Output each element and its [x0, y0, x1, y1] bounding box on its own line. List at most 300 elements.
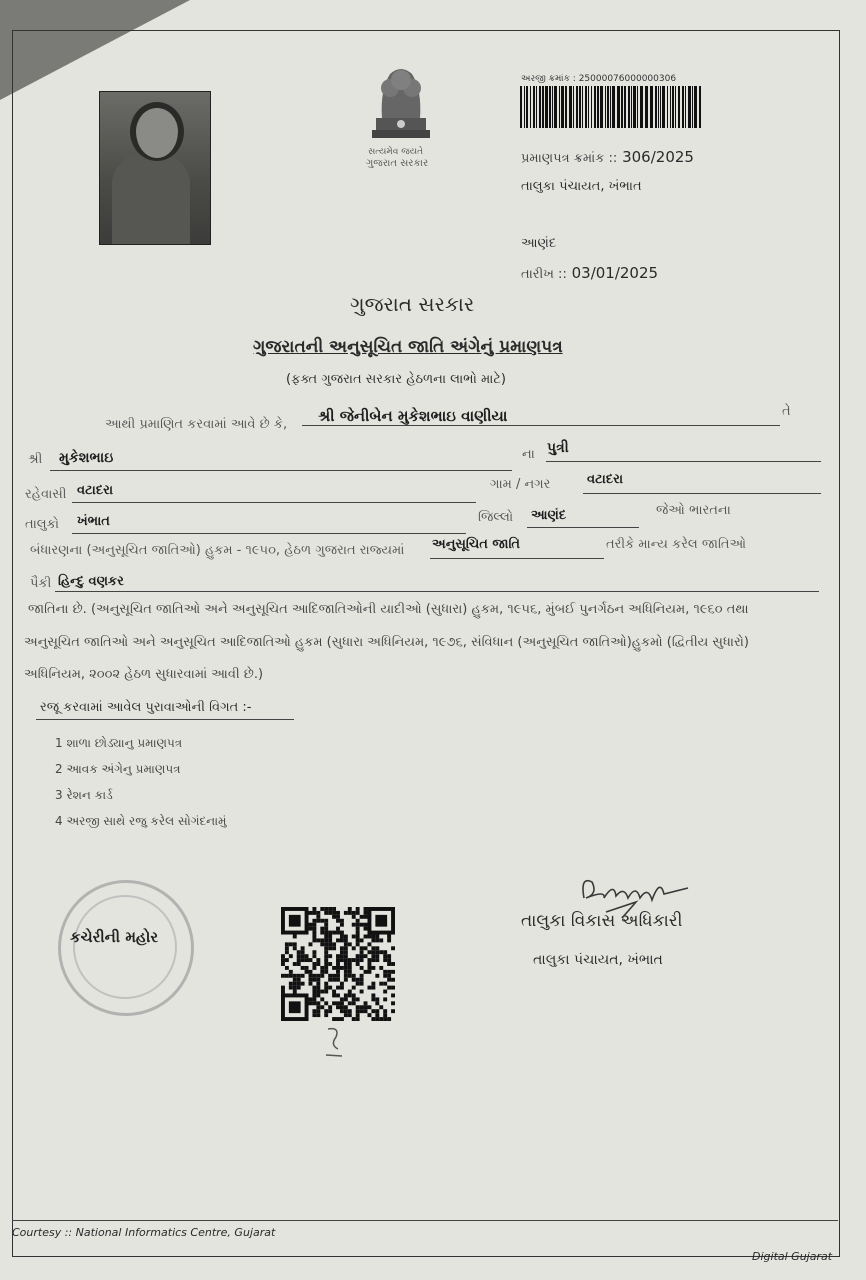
- qr-module: [312, 938, 316, 942]
- qr-module: [332, 931, 336, 935]
- qr-module: [293, 935, 297, 939]
- qr-module: [320, 942, 324, 946]
- qr-module: [344, 942, 348, 946]
- qr-module: [316, 982, 320, 986]
- qr-finder-core: [289, 1001, 301, 1013]
- barcode: [520, 86, 704, 128]
- qr-module: [316, 1009, 320, 1013]
- barcode-bar: [631, 86, 632, 128]
- barcode-bar: [524, 86, 525, 128]
- qr-module: [305, 966, 309, 970]
- qr-module: [356, 942, 360, 946]
- district-header: આણંદ: [521, 236, 557, 251]
- barcode-bar: [699, 86, 701, 128]
- qr-module: [281, 962, 285, 966]
- barcode-bar: [675, 86, 676, 128]
- barcode-bar: [658, 86, 659, 128]
- qr-module: [312, 950, 316, 954]
- barcode-bar: [645, 86, 648, 128]
- qr-module: [336, 1017, 340, 1021]
- qr-module: [324, 982, 328, 986]
- qr-module: [324, 970, 328, 974]
- qr-module: [328, 911, 332, 915]
- qr-module: [360, 938, 364, 942]
- district-label: જિલ્લો: [478, 510, 514, 525]
- qr-module: [332, 942, 336, 946]
- qr-module: [364, 927, 368, 931]
- qr-module: [324, 907, 328, 911]
- signatory-title: તાલુકા વિકાસ અધિકારી: [521, 911, 683, 931]
- qr-module: [391, 1001, 395, 1005]
- qr-module: [340, 919, 344, 923]
- qr-module: [324, 958, 328, 962]
- qr-module: [332, 966, 336, 970]
- village-line: [583, 493, 821, 494]
- qr-module: [371, 993, 375, 997]
- qr-module: [328, 962, 332, 966]
- qr-module: [348, 974, 352, 978]
- qr-module: [336, 986, 340, 990]
- qr-module: [371, 946, 375, 950]
- document-item: 3 રેશન કાર્ડ: [55, 788, 113, 802]
- qr-module: [312, 911, 316, 915]
- qr-module: [312, 919, 316, 923]
- qr-module: [371, 958, 375, 962]
- qr-module: [312, 931, 316, 935]
- qr-module: [391, 986, 395, 990]
- qr-module: [312, 954, 316, 958]
- qr-module: [332, 974, 336, 978]
- barcode-bar: [569, 86, 572, 128]
- residence-line: [72, 502, 476, 503]
- qr-module: [344, 950, 348, 954]
- qr-module: [312, 935, 316, 939]
- qr-module: [367, 935, 371, 939]
- qr-module: [356, 927, 360, 931]
- qr-module: [297, 954, 301, 958]
- barcode-bar: [530, 86, 531, 128]
- qr-module: [340, 923, 344, 927]
- qr-finder-core: [375, 915, 387, 927]
- qr-module: [364, 911, 368, 915]
- barcode-bar: [597, 86, 599, 128]
- document-item: 1 શાળા છોડ્યાનુ પ્રમાણપત્ર: [55, 736, 183, 750]
- qr-module: [332, 1017, 336, 1021]
- barcode-bar: [672, 86, 674, 128]
- signatory-office: તાલુકા પંચાયત, ખંભાત: [533, 952, 663, 968]
- qr-module: [340, 982, 344, 986]
- qr-module: [320, 1005, 324, 1009]
- certificate-number-label: પ્રમાણપત્ર ક્રમાંક ::: [521, 151, 618, 166]
- barcode-bar: [561, 86, 564, 128]
- qr-module: [336, 938, 340, 942]
- qr-module: [352, 958, 356, 962]
- qr-module: [281, 990, 285, 994]
- qr-module: [344, 1013, 348, 1017]
- qr-module: [336, 978, 340, 982]
- barcode-bar: [678, 86, 680, 128]
- na-label: ના: [522, 447, 535, 462]
- qr-module: [332, 990, 336, 994]
- qr-module: [285, 946, 289, 950]
- qr-module: [340, 931, 344, 935]
- barcode-bar: [605, 86, 606, 128]
- certificate-number-value: 306/2025: [622, 148, 694, 166]
- qr-module: [324, 919, 328, 923]
- qr-module: [309, 978, 313, 982]
- qr-module: [356, 954, 360, 958]
- qr-module: [293, 942, 297, 946]
- document-item: 2 આવક અંગેનુ પ્રમાણપત્ર: [55, 762, 181, 776]
- document-item: 4 અરજી સાથે રજુ કરેલ સોગંદનામું: [55, 814, 227, 828]
- qr-module: [332, 946, 336, 950]
- courtesy-text: Courtesy :: National Informatics Centre, Gujarat: [12, 1226, 276, 1239]
- qr-module: [348, 911, 352, 915]
- barcode-bar: [585, 86, 587, 128]
- barcode-bar: [650, 86, 653, 128]
- qr-module: [364, 954, 368, 958]
- qr-module: [305, 958, 309, 962]
- qr-module: [320, 990, 324, 994]
- barcode-bar: [520, 86, 522, 128]
- qr-module: [332, 915, 336, 919]
- barcode-bar: [640, 86, 643, 128]
- qr-module: [344, 978, 348, 982]
- qr-module: [356, 907, 360, 911]
- qr-module: [320, 931, 324, 935]
- qr-module: [364, 946, 368, 950]
- barcode-bar: [667, 86, 668, 128]
- qr-module: [293, 982, 297, 986]
- qr-module: [328, 946, 332, 950]
- qr-module: [375, 946, 379, 950]
- issuing-office: તાલુકા પંચાયત, ખંભાત: [521, 179, 642, 194]
- qr-module: [336, 931, 340, 935]
- qr-module: [324, 962, 328, 966]
- qr-module: [356, 935, 360, 939]
- documents-heading-line: [36, 719, 294, 720]
- qr-module: [391, 970, 395, 974]
- qr-module: [320, 907, 324, 911]
- qr-module: [387, 978, 391, 982]
- qr-module: [312, 923, 316, 927]
- qr-module: [328, 938, 332, 942]
- bharat-text: જેઓ ભારતના: [656, 503, 731, 518]
- qr-module: [332, 907, 336, 911]
- qr-module: [324, 1009, 328, 1013]
- order-text: બંધારણના (અનુસૂચિત જાતિઓ) હુકમ - ૧૯૫૦, હેઠળ ગુજરાત રાજ્યમાં: [30, 543, 405, 558]
- taluka-line: [72, 533, 466, 534]
- qr-module: [352, 911, 356, 915]
- qr-module: [320, 974, 324, 978]
- village: વટાદરા: [587, 472, 624, 487]
- qr-module: [352, 1017, 356, 1021]
- qr-module: [387, 954, 391, 958]
- qr-module: [316, 1013, 320, 1017]
- qr-module: [305, 970, 309, 974]
- qr-module: [328, 978, 332, 982]
- qr-module: [371, 997, 375, 1001]
- qr-module: [391, 993, 395, 997]
- qr-module: [344, 911, 348, 915]
- qr-module: [297, 978, 301, 982]
- barcode-bar: [554, 86, 557, 128]
- qr-module: [316, 938, 320, 942]
- qr-module: [356, 911, 360, 915]
- qr-module: [316, 990, 320, 994]
- qr-module: [348, 1009, 352, 1013]
- qr-module: [336, 966, 340, 970]
- qr-module: [340, 986, 344, 990]
- qr-module: [356, 923, 360, 927]
- qr-module: [344, 970, 348, 974]
- issue-date-value: 03/01/2025: [571, 264, 659, 282]
- taluka-label: તાલુકો: [25, 517, 60, 532]
- barcode-bar: [600, 86, 603, 128]
- barcode-bar: [549, 86, 551, 128]
- barcode-bar: [542, 86, 544, 128]
- qr-module: [281, 954, 285, 958]
- qr-module: [375, 935, 379, 939]
- qr-module: [285, 950, 289, 954]
- qr-module: [360, 1009, 364, 1013]
- qr-module: [328, 942, 332, 946]
- govt-heading: ગુજરાત સરકાર: [350, 292, 475, 316]
- qr-module: [340, 935, 344, 939]
- qr-module: [383, 974, 387, 978]
- barcode-bar: [660, 86, 661, 128]
- qr-module: [340, 1001, 344, 1005]
- qr-module: [320, 919, 324, 923]
- qr-module: [312, 907, 316, 911]
- qr-module: [364, 923, 368, 927]
- qr-module: [364, 1009, 368, 1013]
- qr-module: [383, 997, 387, 1001]
- qr-module: [340, 1009, 344, 1013]
- qr-module: [309, 942, 313, 946]
- qr-module: [324, 927, 328, 931]
- qr-module: [340, 938, 344, 942]
- qr-module: [301, 958, 305, 962]
- qr-module: [328, 974, 332, 978]
- qr-module: [312, 993, 316, 997]
- barcode-bar: [588, 86, 589, 128]
- qr-module: [289, 974, 293, 978]
- qr-module: [367, 950, 371, 954]
- qr-module: [297, 950, 301, 954]
- qr-module: [336, 962, 340, 966]
- qr-module: [383, 982, 387, 986]
- qr-module: [379, 1017, 383, 1021]
- qr-module: [336, 958, 340, 962]
- residence-label: રહેવાસી: [25, 487, 67, 502]
- qr-module: [367, 970, 371, 974]
- caste-line: [55, 591, 819, 592]
- qr-module: [301, 950, 305, 954]
- qr-module: [340, 958, 344, 962]
- qr-module: [391, 978, 395, 982]
- qr-module: [328, 1009, 332, 1013]
- qr-module: [328, 935, 332, 939]
- qr-module: [289, 982, 293, 986]
- qr-module: [340, 946, 344, 950]
- qr-module: [312, 974, 316, 978]
- emblem-motto: સત્યમેવ જયતે: [368, 147, 424, 157]
- qr-module: [281, 974, 285, 978]
- relation-line: [546, 461, 821, 462]
- issue-date: [521, 264, 658, 282]
- qr-module: [360, 954, 364, 958]
- qr-module: [344, 993, 348, 997]
- qr-module: [352, 923, 356, 927]
- barcode-bar: [565, 86, 567, 128]
- qr-module: [332, 978, 336, 982]
- qr-module: [375, 958, 379, 962]
- qr-module: [356, 1017, 360, 1021]
- qr-module: [352, 978, 356, 982]
- qr-module: [344, 935, 348, 939]
- qr-module: [289, 954, 293, 958]
- qr-module: [383, 950, 387, 954]
- qr-module: [336, 1001, 340, 1005]
- qr-module: [309, 911, 313, 915]
- barcode-bar: [579, 86, 581, 128]
- barcode-bar: [694, 86, 697, 128]
- office-seal: [58, 880, 194, 1016]
- qr-module: [324, 966, 328, 970]
- qr-module: [387, 1017, 391, 1021]
- qr-module: [324, 923, 328, 927]
- barcode-bar: [685, 86, 686, 128]
- residence: વટાદરા: [77, 483, 114, 498]
- barcode-bar: [594, 86, 596, 128]
- qr-module: [375, 950, 379, 954]
- barcode-bar: [559, 86, 560, 128]
- qr-module: [336, 993, 340, 997]
- qr-module: [285, 958, 289, 962]
- qr-module: [312, 997, 316, 1001]
- qr-module: [324, 935, 328, 939]
- barcode-bar: [573, 86, 574, 128]
- qr-module: [364, 935, 368, 939]
- qr-module: [379, 950, 383, 954]
- qr-module: [324, 950, 328, 954]
- qr-module: [301, 954, 305, 958]
- qr-module: [340, 997, 344, 1001]
- qr-module: [309, 923, 313, 927]
- qr-module: [391, 962, 395, 966]
- footer-divider: [12, 1220, 838, 1221]
- qr-module: [360, 982, 364, 986]
- qr-finder-core: [289, 915, 301, 927]
- qr-module: [375, 1017, 379, 1021]
- qr-module: [324, 954, 328, 958]
- qr-module: [309, 974, 313, 978]
- qr-module: [367, 1005, 371, 1009]
- barcode-bar: [526, 86, 528, 128]
- qr-module: [297, 958, 301, 962]
- qr-module: [379, 1005, 383, 1009]
- qr-module: [316, 911, 320, 915]
- qr-module: [309, 1001, 313, 1005]
- qr-module: [320, 970, 324, 974]
- qr-module: [356, 962, 360, 966]
- barcode-bar: [682, 86, 684, 128]
- qr-module: [293, 946, 297, 950]
- qr-module: [285, 966, 289, 970]
- qr-module: [289, 970, 293, 974]
- qr-module: [301, 982, 305, 986]
- certificate-subtitle: (ફક્ત ગુજરાત સરકાર હેઠળના લાભો માટે): [286, 372, 506, 387]
- documents-heading: રજૂ કરવામાં આવેલ પુરાવાઓની વિગત :-: [40, 700, 252, 715]
- qr-module: [348, 966, 352, 970]
- qr-module: [356, 978, 360, 982]
- qr-module: [364, 1005, 368, 1009]
- qr-module: [316, 962, 320, 966]
- qr-module: [320, 938, 324, 942]
- qr-module: [375, 1013, 379, 1017]
- qr-module: [293, 962, 297, 966]
- qr-module: [367, 942, 371, 946]
- application-number: અરજી ક્રમાંક : 25000076000000306: [521, 74, 677, 84]
- qr-module: [312, 1009, 316, 1013]
- qr-module: [340, 950, 344, 954]
- qr-module: [324, 938, 328, 942]
- qr-module: [336, 927, 340, 931]
- barcode-bar: [662, 86, 665, 128]
- shri-label: શ્રી: [28, 452, 43, 467]
- qr-module: [340, 1017, 344, 1021]
- qr-module: [367, 962, 371, 966]
- qr-module: [324, 1013, 328, 1017]
- barcode-bar: [628, 86, 630, 128]
- qr-module: [289, 986, 293, 990]
- applicant-name: શ્રી જેનીબેન મુકેશભાઇ વાણીયા: [318, 407, 508, 425]
- qr-module: [309, 982, 313, 986]
- barcode-bar: [576, 86, 578, 128]
- qr-module: [344, 974, 348, 978]
- qr-module: [309, 958, 313, 962]
- qr-module: [387, 974, 391, 978]
- qr-module: [324, 942, 328, 946]
- qr-module: [312, 962, 316, 966]
- qr-module: [371, 1009, 375, 1013]
- certificate-number: [521, 148, 694, 166]
- digital-gujarat-brand: Digital Gujarat: [752, 1250, 833, 1263]
- qr-module: [309, 927, 313, 931]
- qr-module: [352, 974, 356, 978]
- qr-module: [379, 982, 383, 986]
- qr-module: [324, 911, 328, 915]
- te-label: તે: [782, 404, 791, 419]
- qr-module: [316, 986, 320, 990]
- barcode-bar: [610, 86, 611, 128]
- barcode-bar: [624, 86, 626, 128]
- qr-module: [375, 938, 379, 942]
- qr-module: [285, 974, 289, 978]
- qr-module: [352, 986, 356, 990]
- qr-module: [352, 993, 356, 997]
- qr-module: [344, 938, 348, 942]
- qr-module: [324, 1001, 328, 1005]
- qr-module: [371, 954, 375, 958]
- qr-module: [348, 1001, 352, 1005]
- qr-module: [328, 954, 332, 958]
- qr-module: [364, 915, 368, 919]
- qr-module: [379, 966, 383, 970]
- barcode-bar: [692, 86, 693, 128]
- caste: હિન્દુ વણકર: [58, 574, 124, 589]
